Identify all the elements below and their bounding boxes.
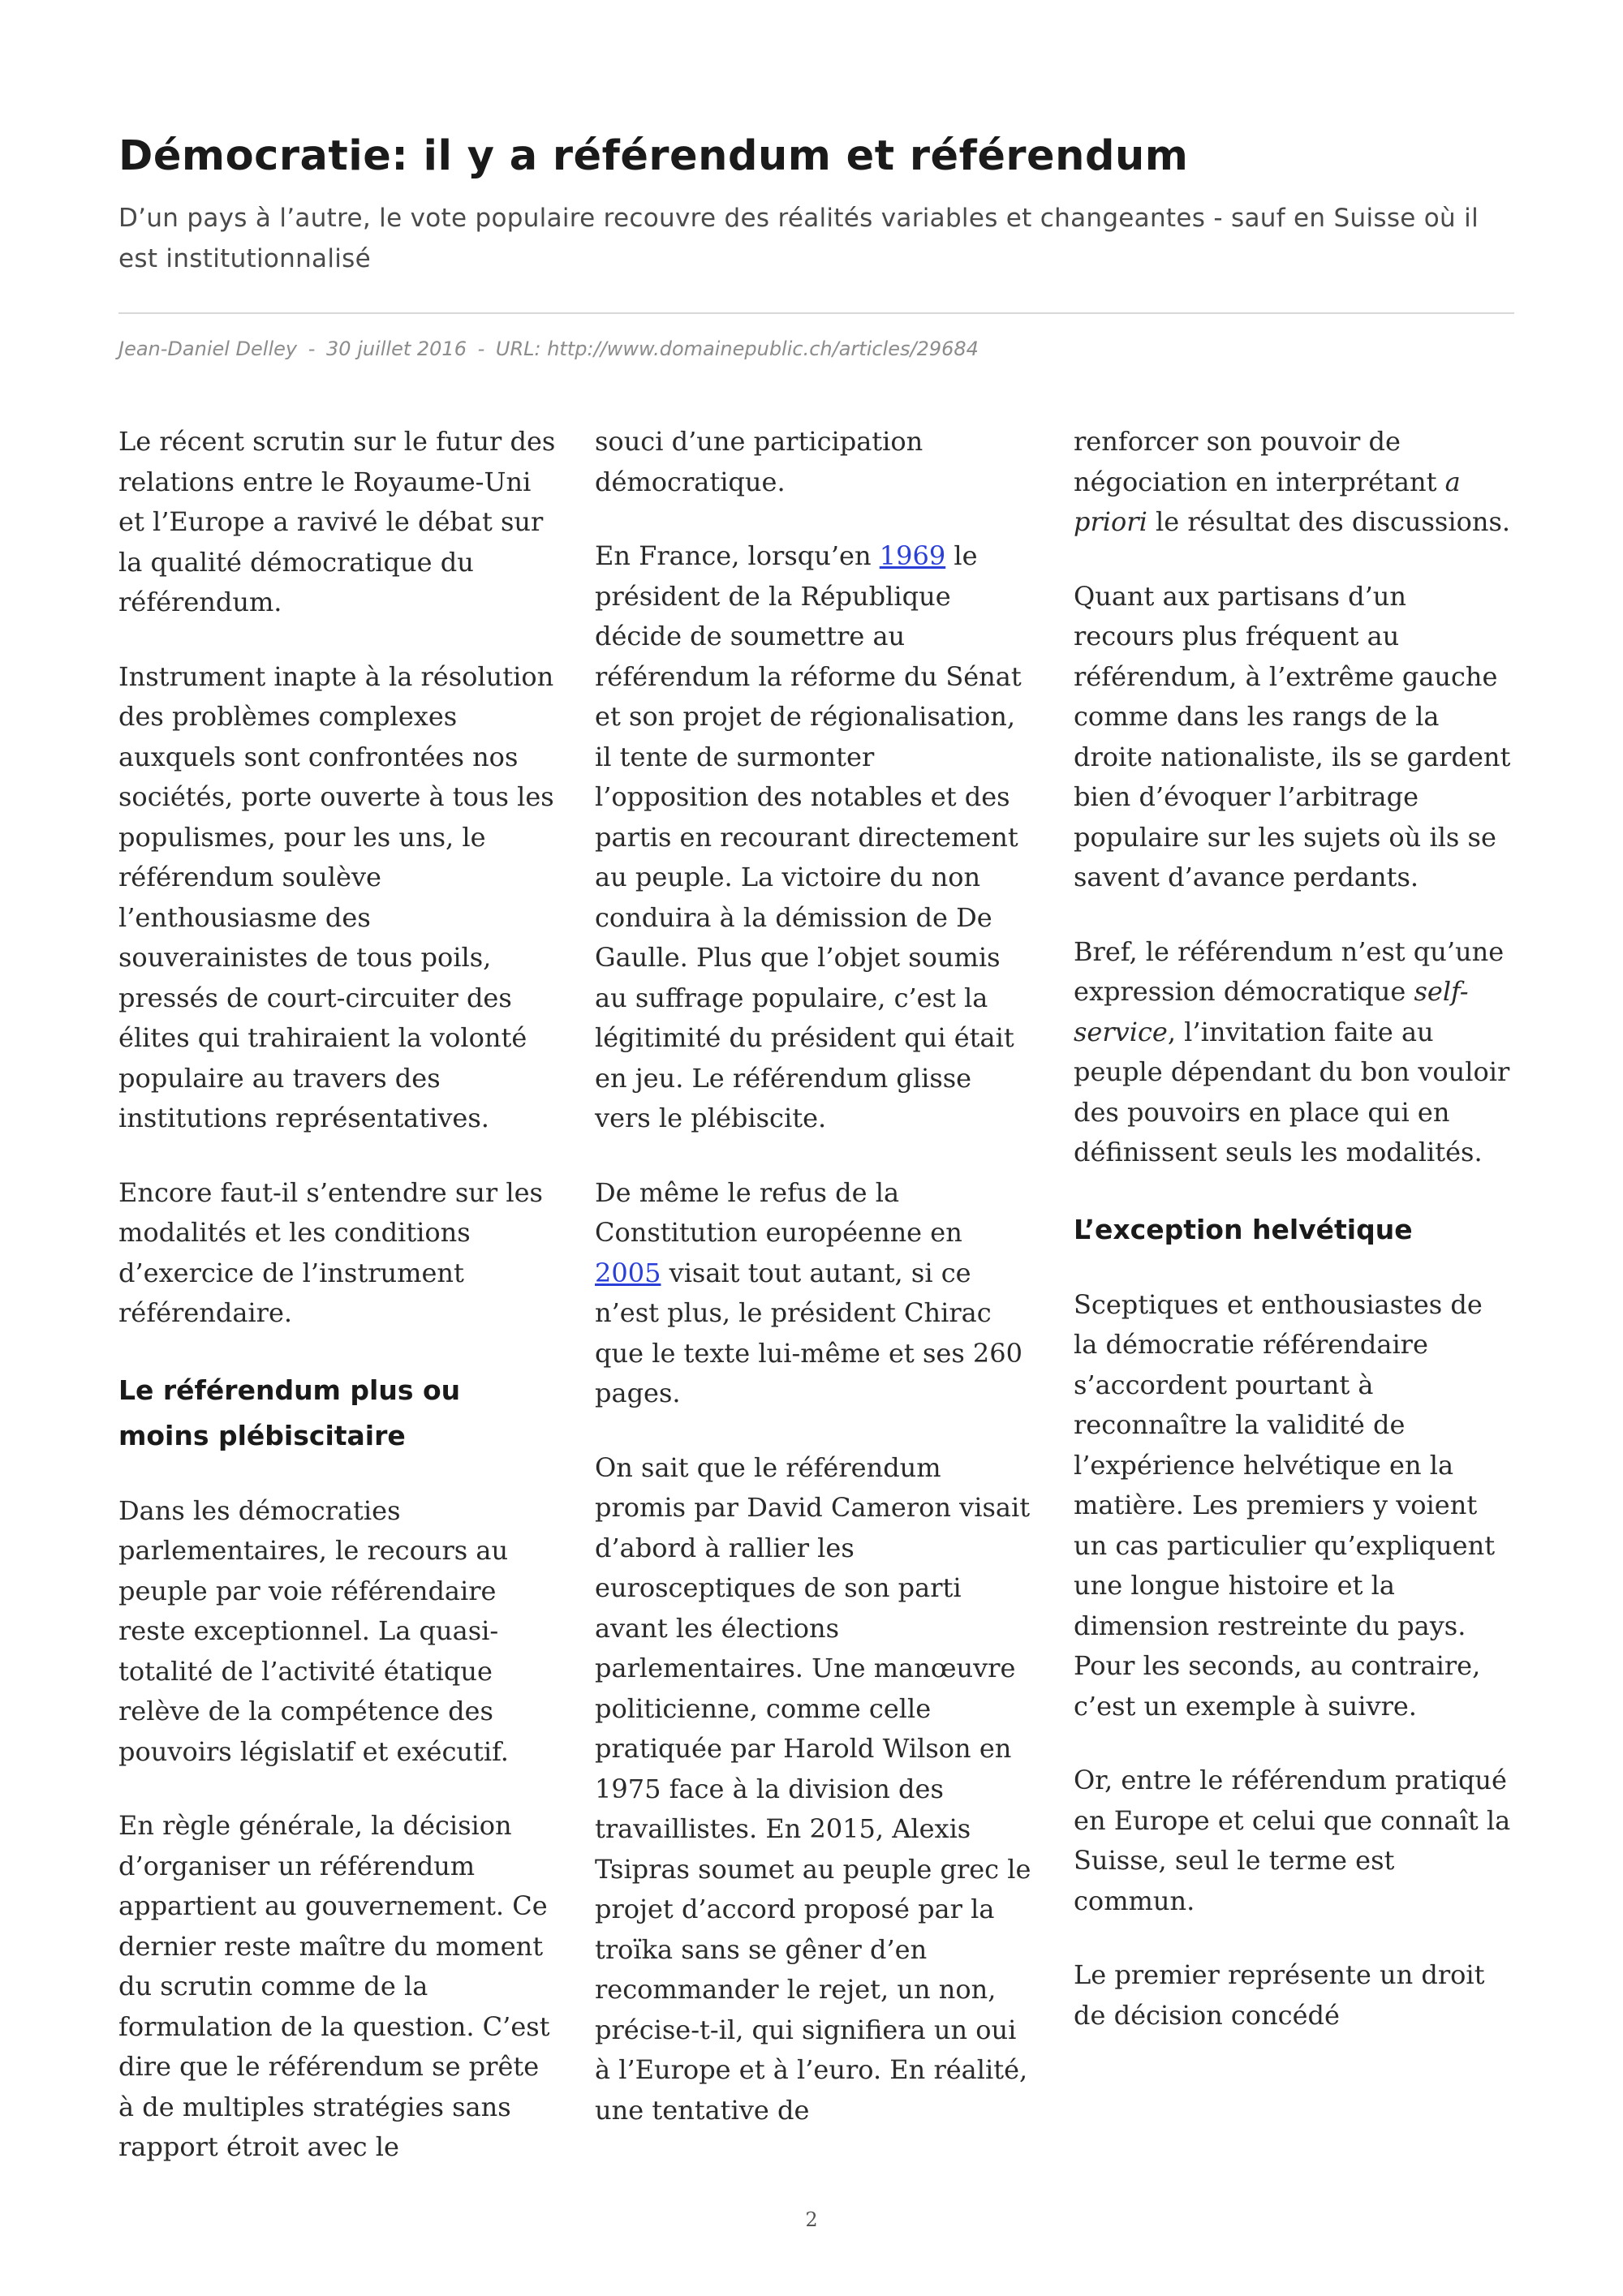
- paragraph: [1074, 422, 1512, 543]
- paragraph: Dans les démocraties parlementaires, le recours au peuple par voie référendaire reste exceptionnel. La quasi-totalité de l’activité étatique relève de la compétence des pouvoirs législatif et exécutif.: [118, 1494, 509, 1767]
- byline-date: 30 juillet 2016: [326, 338, 467, 360]
- text-span: le résultat des discussions.: [1147, 506, 1511, 537]
- text-span: Bref, le référendum n’est qu’une expression démocratique: [1074, 935, 1505, 1007]
- paragraph: On sait que le référendum promis par David Cameron visait d’abord à rallier les eurosceptiques de son parti avant les élections parlementaires. Une manœuvre politicienne, comme celle pratiquée par Harold Wilson en 1975 face à la division des travaillistes. En 2015, Alexis Tsipras soumet au peuple grec le projet d’accord proposé par la troïka sans se gêner d’en recommander le rejet, un non, précise-t-il, qui signifiera un oui à l’Europe et à l’euro. En réalité, une tentative de: [595, 1451, 1031, 2126]
- paragraph: Quant aux partisans d’un recours plus fréquent au référendum, à l’extrême gauche comme dans les rangs de la droite nationaliste, ils se gardent bien d’évoquer l’arbitrage populaire sur les sujets où ils se savent d’avance perdants.: [1074, 580, 1511, 892]
- paragraph: [595, 536, 1033, 1139]
- article-subtitle: D’un pays à l’autre, le vote populaire recouvre des réalités variables et changeantes - sauf en Suisse où il est institutionnalisé: [118, 204, 1479, 273]
- text-span: visait tout autant, si ce n’est plus, le président Chirac que le texte lui-même et ses 260 pages.: [595, 1257, 1022, 1408]
- byline: Jean-Daniel Delley - 30 juillet 2016 - URL: http://www.domainepublic.ch/articles/29684: [118, 338, 979, 360]
- paragraph: Le récent scrutin sur le futur des relations entre le Royaume-Uni et l’Europe a ravivé le débat sur la qualité démocratique du référendum.: [118, 426, 556, 617]
- paragraph: Sceptiques et enthousiastes de la démocratie référendaire s’accordent pourtant à reconnaître la validité de l’expérience helvétique en la matière. Les premiers y voient un cas particulier qu’expliquent une longue histoire et la dimension restreinte du pays. Pour les seconds, au contraire, c’est un exemple à suivre.: [1074, 1288, 1496, 1722]
- text-span: En France, lorsqu’en: [595, 540, 880, 571]
- paragraph: Instrument inapte à la résolution des problèmes complexes auxquels sont confrontées nos sociétés, porte ouverte à tous les populismes, pour les uns, le référendum soulève l’enthousiasme des souverainistes de tous poils, pressés de court-circuiter des élites qui trahiraient la volonté populaire au travers des institutions représentatives.: [118, 660, 554, 1133]
- text-span: De même le refus de la Constitution européenne en: [595, 1176, 962, 1248]
- link-2005[interactable]: 2005: [595, 1257, 661, 1288]
- text-span: le président de la République décide de soumettre au référendum la réforme du Sénat et son projet de régionalisation, il tente de surmonter l’opposition des notables et des partis en recourant directement au peuple. La victoire du non conduira à la démission de De Gaulle. Plus que l’objet soumis au suffrage populaire, c’est la légitimité du président qui était en jeu. Le référendum glisse vers le plébiscite.: [595, 540, 1022, 1133]
- article-title: Démocratie: il y a référendum et référendum: [118, 132, 1189, 180]
- paragraph: souci d’une participation démocratique.: [595, 426, 923, 497]
- column-1: [118, 422, 557, 2202]
- paragraph: Le premier représente un droit de décision concédé: [1074, 1959, 1485, 2031]
- paragraph: Encore faut-il s’entendre sur les modalités et les conditions d’exercice de l’instrument référendaire.: [118, 1176, 543, 1328]
- section-heading: Le référendum plus ou moins plébiscitaire: [118, 1374, 461, 1451]
- text-span: renforcer son pouvoir de négociation en interprétant: [1074, 426, 1445, 497]
- paragraph: [595, 1173, 1033, 1414]
- page-number: 2: [805, 2208, 818, 2231]
- paragraph: [1074, 932, 1512, 1173]
- link-1969[interactable]: 1969: [879, 540, 946, 571]
- paragraph: En règle générale, la décision d’organiser un référendum appartient au gouvernement. Ce dernier reste maître du moment du scrutin comme de la formulation de la question. C’est dire que le référendum se prête à de multiples stratégies sans rapport étroit avec le: [118, 1810, 550, 2162]
- emphasis-text: a priori: [1074, 466, 1461, 537]
- column-2: [595, 422, 1033, 2165]
- section-heading: L’exception helvétique: [1074, 1213, 1413, 1245]
- text-span: , l’invitation faite au peuple dépendant du bon vouloir des pouvoirs en place qui en définissent seuls les modalités.: [1074, 1016, 1510, 1167]
- header-divider: [118, 312, 1514, 314]
- byline-url: URL: http://www.domainepublic.ch/articles/29684: [495, 338, 979, 360]
- paragraph: Or, entre le référendum pratiqué en Europe et celui que connaît la Suisse, seul le terme est commun.: [1074, 1765, 1511, 1916]
- emphasis-text: self-service: [1074, 976, 1469, 1047]
- column-3: [1074, 422, 1512, 2070]
- byline-author: Jean-Daniel Delley: [118, 338, 298, 360]
